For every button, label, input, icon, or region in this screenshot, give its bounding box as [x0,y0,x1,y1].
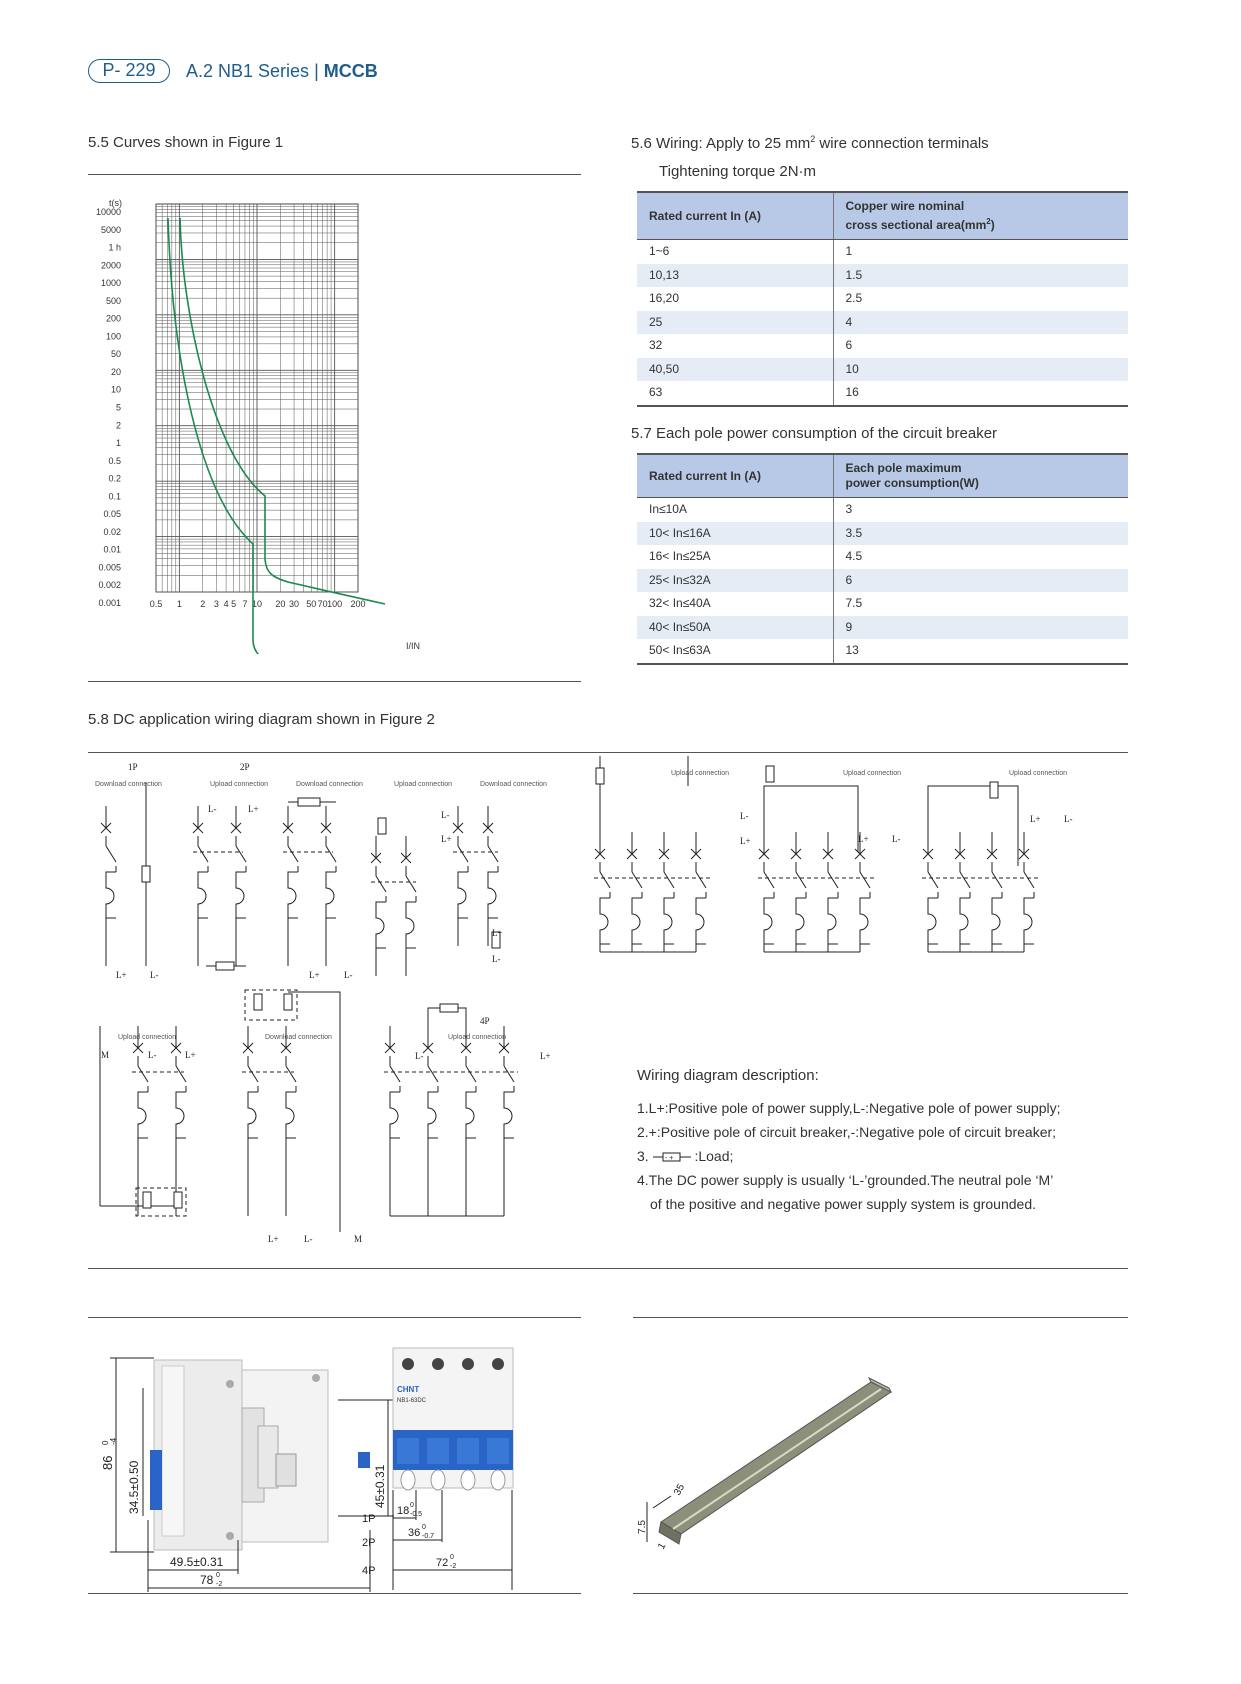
label-lminus: L- [344,970,353,980]
power-table-row [637,592,1128,616]
label-lminus: L- [441,810,450,820]
wire-table-row [637,287,1128,311]
din-rail-image [659,1378,891,1544]
power-table-row [637,569,1128,593]
dim-49-5: 49.5±0.31 [170,1555,224,1569]
section-title-wiring: 5.6 Wiring: Apply to 25 $mm^2$ wire connection terminals [631,134,989,152]
x-tick-label: 4 [223,599,229,609]
x-tick-label: 3 [213,599,219,609]
cell-rated-current: 40,50 [637,358,833,382]
cell-value: 16 [833,381,1128,406]
cell-value: 3 [833,498,1128,522]
cell-rated-current: 32 [649,338,663,352]
y-tick-label: 0.5 [108,455,121,466]
y-tick-label: 10 [110,384,121,395]
caption-upload: Upload connection [394,781,452,788]
x-tick-label: 30 [289,599,300,609]
label-2p: 2P [240,762,250,772]
divider [88,1268,1128,1269]
product-name: MCCB [323,61,378,81]
divider [88,174,581,175]
label-lminus: L- [415,1051,424,1061]
svg-text:- +: - + [664,1155,673,1163]
label-lplus: L+ [858,834,869,844]
caption-download: Download connection [296,781,363,788]
cell-value: 9 [833,616,1128,640]
series-name: A.2 NB1 Series [186,61,310,81]
label-m: M [101,1050,110,1060]
cell-rated-current: 10,13 [637,264,833,288]
dim-78: 78 [200,1573,214,1587]
dim-height: 86 [100,1455,115,1470]
cell-value: 4 [833,311,1128,335]
header-separator: | [314,61,319,81]
cell-rated-current: 10< In≤16A [637,522,833,546]
cell-value: 6 [833,334,1128,358]
wire-size-table [637,191,1128,407]
dim-72: 72 [436,1557,449,1569]
y-tick-label: 0.001 [98,598,121,608]
label-lplus: L+ [268,1234,279,1244]
y-tick-label: 5 [115,402,121,413]
label-1p: 1P [362,1513,376,1525]
cell-value: 1.5 [833,264,1128,288]
caption-upload: Upload connection [843,770,901,777]
x-axis-unit: I/IN [406,641,421,651]
y-tick-label: 0.002 [98,580,121,591]
curve-grid [156,204,358,592]
label-lminus: L- [1064,814,1073,824]
label-lminus: L- [892,834,901,844]
dim-18-exp: 0 [410,1502,414,1509]
label-lplus: L+ [309,970,320,980]
label-lplus: L+ [740,836,751,846]
cell-value: 3.5 [833,522,1128,546]
y-tick-label: 2 [115,420,121,431]
wire-table-row [637,264,1128,288]
cell-rated-current: 25 [637,311,833,335]
label-lplus: L+ [441,834,452,844]
caption-upload: Upload connection [118,1034,176,1041]
label-lplus: L+ [1030,814,1041,824]
label-lminus: L- [148,1050,157,1060]
y-axis-unit: t(s) [109,198,122,208]
column-header-wire-area: Copper wire nominal cross sectional $area(mm^2)$ [833,192,1128,240]
divider [88,1593,581,1594]
label-lplus: L+ [116,970,127,980]
label-lplus: L+ [540,1051,551,1061]
wiring-description-line4-cont: of the positive and negative power supply system is grounded. [650,1196,1037,1212]
caption-upload: Upload connection [671,770,729,777]
dim-72-exp: 0 [450,1554,454,1561]
y-tick-label: 200 [105,313,121,324]
cell-rated-current: In≤10A [649,502,687,516]
label-lminus: L- [208,804,217,814]
dim-72-tol: -2 [450,1563,457,1570]
header-title [186,59,378,83]
cell-value: 13 [833,639,1128,664]
label-lminus: L- [304,1234,313,1244]
x-tick-label: 0.5 [149,599,163,609]
wiring-description-line3: 3. - + :Load; [637,1148,734,1164]
dim-78-exp: 0 [216,1572,220,1579]
divider [88,752,1128,753]
cell-rated-current: 16< In≤25A [649,549,711,563]
cell-value: 6 [833,569,1128,593]
label-lminus: L- [150,970,159,980]
dim-rail-35: 35 [672,1482,688,1498]
wire-table-row [637,240,1128,264]
cell-rated-current: 1~6 [649,244,670,258]
din-rail-drawing [633,1330,893,1595]
dim-rail-7-5: 7.5 [637,1520,648,1534]
column-header-power: Each pole maximum power consumption(W) [833,454,1128,498]
x-tick-label: 70 [317,599,328,609]
power-table-row [637,522,1128,546]
column-header-rated-current: Rated current In (A) [637,192,833,240]
divider [633,1593,1128,1594]
dim-18: 18 [397,1505,410,1517]
label-lplus: L+ [248,804,259,814]
dim-45: 45±0.31 [373,1464,387,1508]
wiring-description-line2: 2.+:Positive pole of circuit breaker,-:Negative pole of circuit breaker; [637,1124,1057,1140]
caption-upload: Upload connection [1009,770,1067,777]
label-4p: 4P [362,1565,376,1577]
dim-18-tol: -0.5 [410,1511,423,1518]
power-table-row [637,639,1128,664]
y-tick-label: 0.02 [103,526,121,537]
cell-value: 10 [833,358,1128,382]
curve-x-ticks [150,599,366,609]
x-tick-label: 10 [251,599,263,609]
load-symbol-icon [653,1150,691,1164]
curve-band-lower [168,218,385,654]
label-lminus: L- [740,811,749,821]
breaker-side-view [150,1360,370,1550]
dim-34-5: 34.5±0.50 [127,1460,141,1514]
divider [633,1317,1128,1318]
dim-rail-1: 1 [656,1541,669,1552]
y-tick-label: 0.01 [103,544,121,555]
divider [88,1317,581,1318]
label-lplus: L+ [185,1050,196,1060]
y-tick-label: 0.05 [103,509,121,520]
caption-download: Download connection [265,1034,332,1041]
x-tick-label: 1 [176,599,182,609]
dim-36-exp: 0 [422,1524,426,1531]
label-lminus: L- [492,954,501,964]
breaker-front-view [393,1348,513,1490]
y-tick-label: 500 [105,295,121,306]
caption-upload: Upload connection [210,781,268,788]
cell-rated-current: 16,20 [649,291,680,305]
dim-36: 36 [408,1527,421,1539]
section-title-power: 5.7 Each pole power consumption of the circuit breaker [631,425,998,442]
label-4p: 4P [480,1016,490,1026]
y-tick-label: 100 [105,331,121,342]
power-table-row [637,616,1128,640]
tightening-torque: Tightening torque 2N·m [659,163,817,180]
model-label: NB1-63DC [397,1398,427,1404]
wiring-description-line1: 1.L+:Positive pole of power supply,L-:Negative pole of power supply; [637,1100,1061,1116]
y-tick-label: 0.005 [98,562,121,573]
x-tick-label: 2 [200,599,206,609]
caption-upload: Upload connection [448,1034,506,1041]
wire-table-row [637,381,1128,406]
x-tick-label: 50 [306,599,317,609]
dim-78-tol: -2 [216,1581,223,1588]
wire-table-row [637,334,1128,358]
dim-36-tol: -0.7 [422,1533,435,1540]
dim-height-exp: 0 [101,1440,110,1445]
x-tick-label: 100 [327,599,343,609]
dim-height-tol: -4 [109,1437,118,1445]
y-tick-label: 20 [110,366,121,377]
cell-rated-current: 63 [637,381,833,406]
y-tick-label: 1 [115,438,121,449]
brand-logo: CHNT [397,1385,420,1394]
cell-rated-current: 50< In≤63A [637,639,833,664]
x-tick-label: 5 [231,599,237,609]
x-tick-label: 20 [275,599,286,609]
y-tick-label: 2000 [100,260,121,271]
curve-y-ticks [96,207,121,608]
y-tick-label: 1000 [100,278,121,289]
label-m: M [354,1234,363,1244]
cell-rated-current: 32< In≤40A [649,596,711,610]
wire-table-row [637,311,1128,335]
y-tick-label: 10000 [95,207,121,217]
tripping-curve-chart [88,194,448,654]
wiring-description-line4: 4.The DC power supply is usually ‘L-’grounded.The neutral pole ‘M’ [637,1172,1054,1188]
wire-table-row [637,358,1128,382]
label-2p: 2P [362,1537,376,1549]
caption-download: Download connection [480,781,547,788]
wiring-description-title: Wiring diagram description: [637,1067,819,1084]
section-title-dc: 5.8 DC application wiring diagram shown in Figure 2 [88,711,435,728]
y-tick-label: 0.2 [108,473,121,484]
cell-value: 7.5 [833,592,1128,616]
power-table-row [637,498,1128,522]
label-1p: 1P [128,762,138,772]
y-tick-label: 50 [110,349,121,360]
cell-rated-current: 25< In≤32A [637,569,833,593]
y-tick-label: 1 h [108,242,121,253]
power-table-row [637,545,1128,569]
section-title-curves: 5.5 Curves shown in Figure 1 [88,134,284,151]
y-tick-label: 0.1 [108,491,121,502]
column-header-rated-current: Rated current In (A) [637,454,833,498]
label-lplus: L+ [492,928,503,938]
cell-value: 2.5 [833,287,1128,311]
caption-download: Download connection [95,781,162,788]
page-number-badge: P- 229 [88,59,170,83]
cell-rated-current: 40< In≤50A [637,616,833,640]
y-tick-label: 5000 [100,224,121,235]
front-dimension-drawing [360,1330,530,1595]
divider [88,681,581,682]
x-tick-label: 200 [350,599,366,609]
cell-value: 1 [833,240,1128,264]
power-consumption-table [637,453,1128,665]
cell-value: 4.5 [833,545,1128,569]
x-tick-label: 7 [242,599,248,609]
